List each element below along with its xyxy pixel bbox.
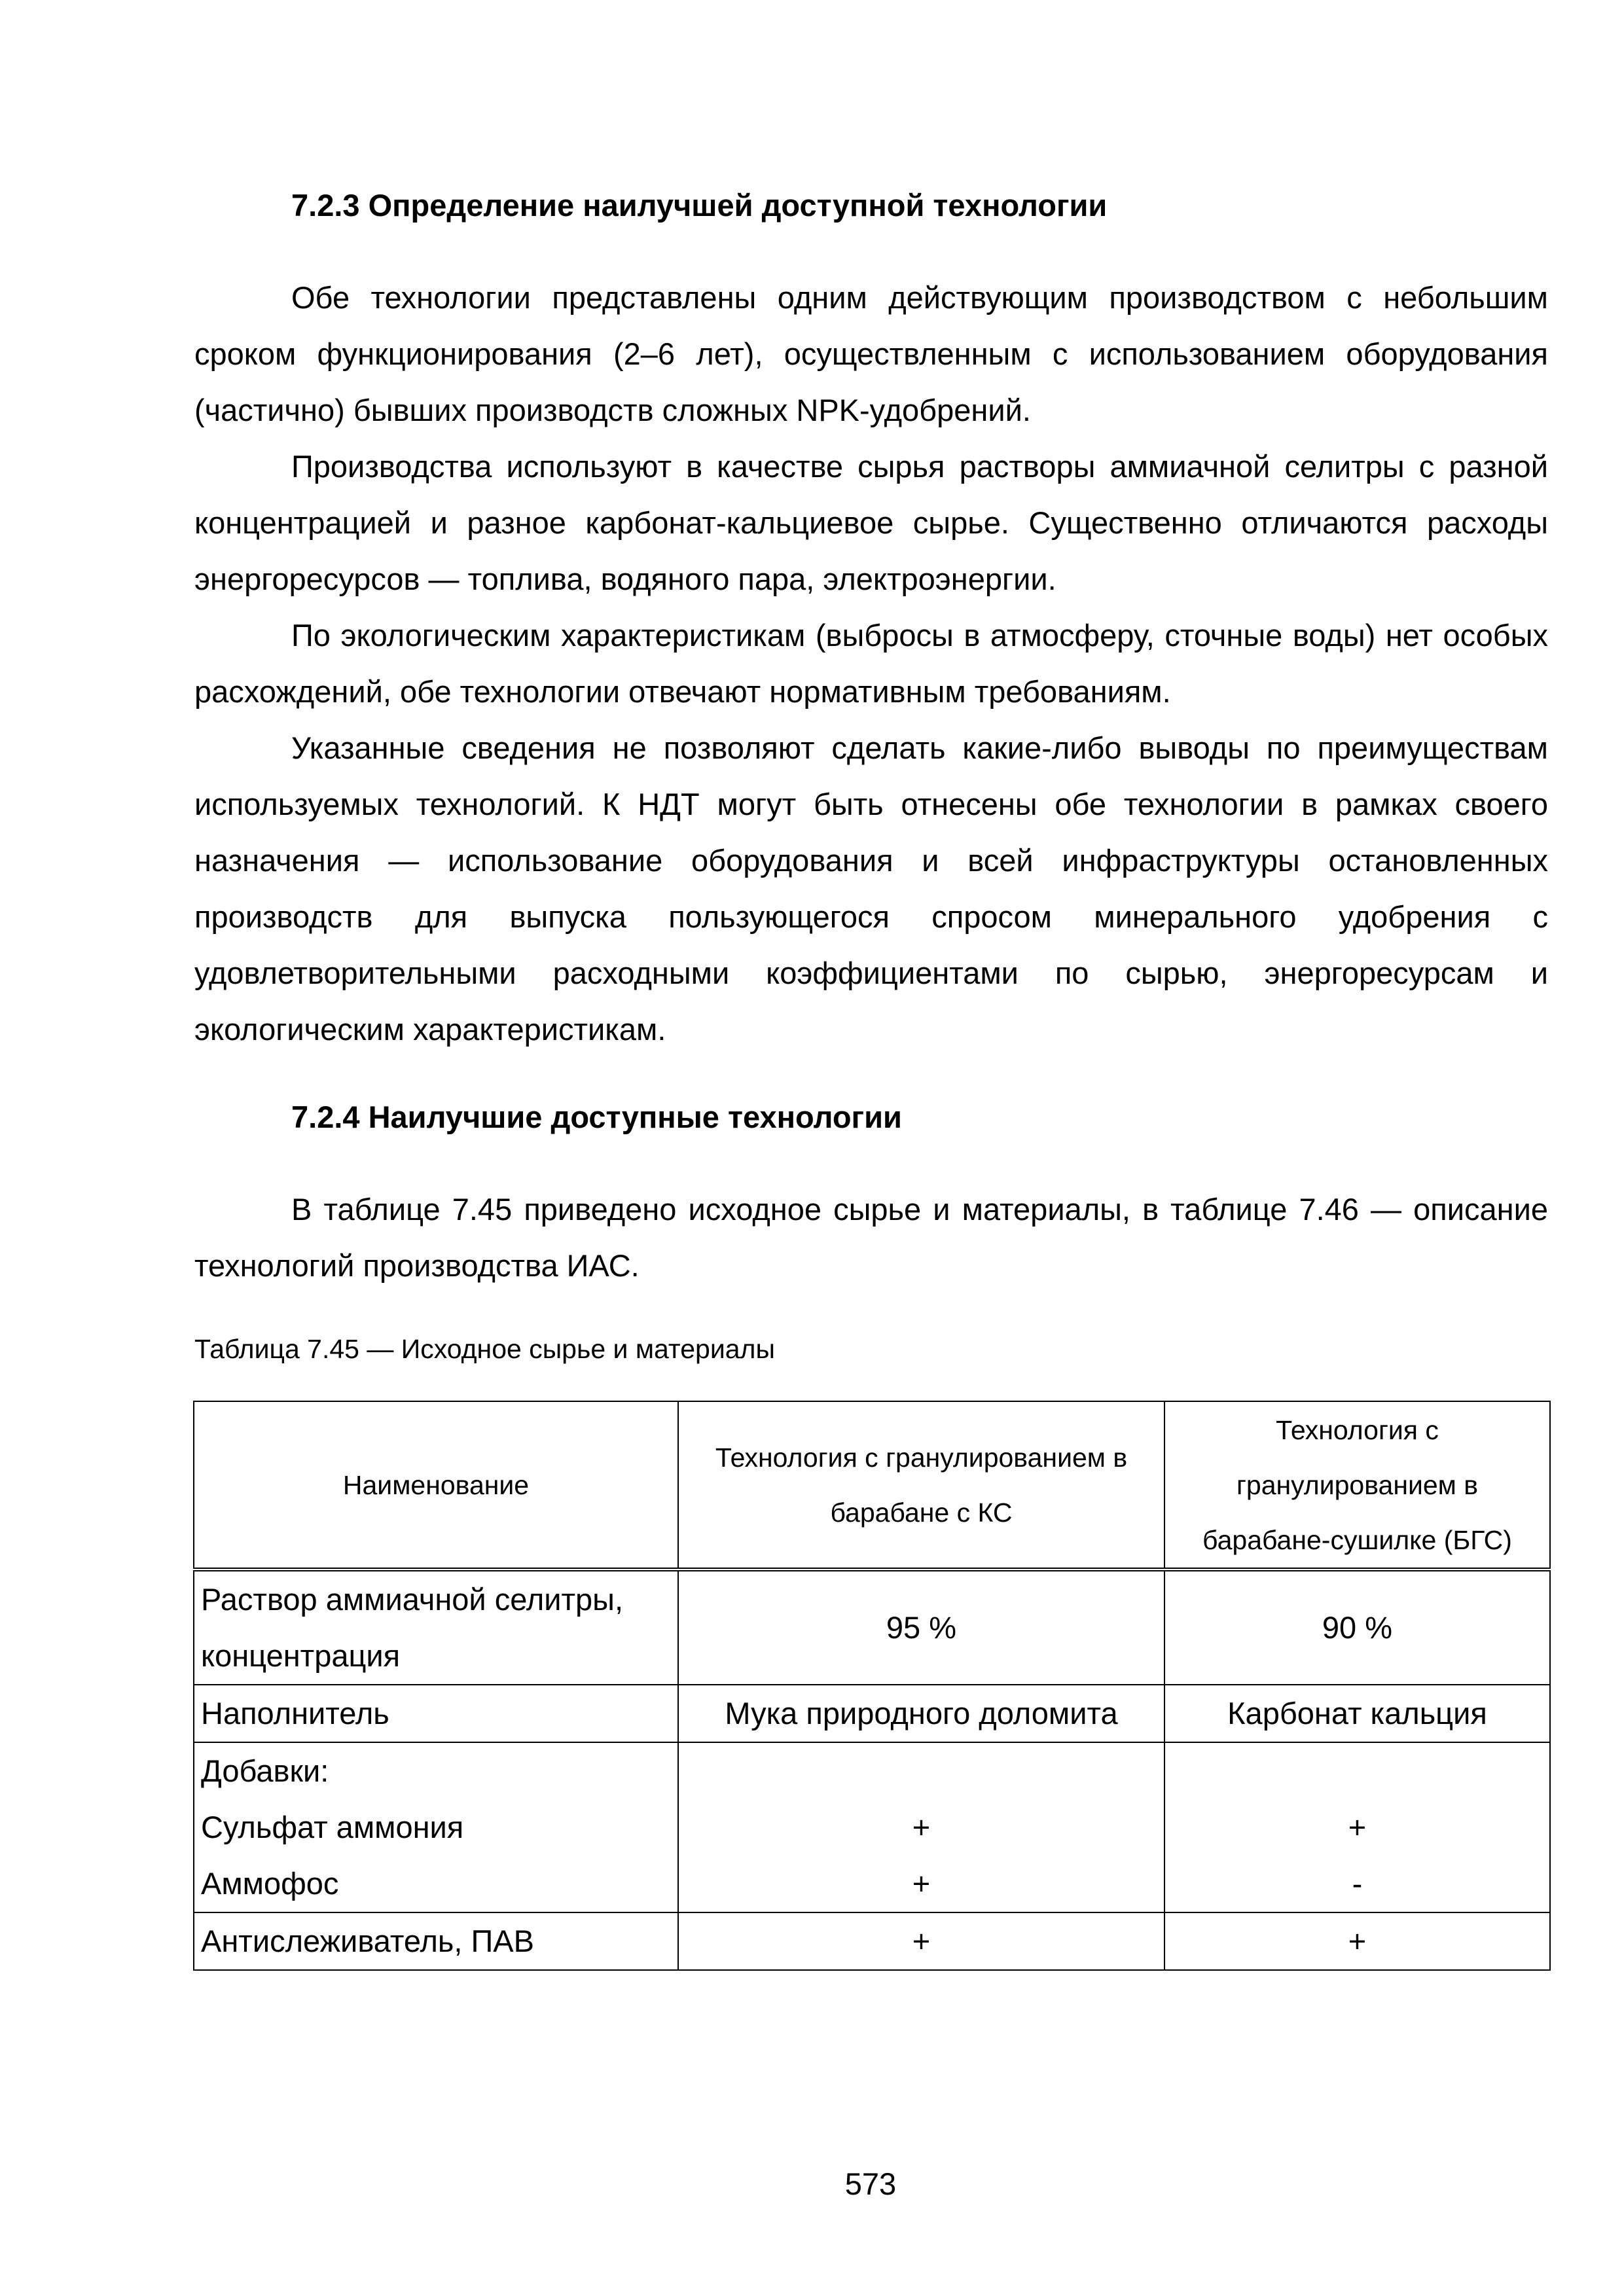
section-heading-7-2-4: 7.2.4 Наилучшие доступные технологии [291,1100,902,1134]
row-ks-value: + [678,1912,1164,1970]
row-ks-value: Мука природного доломита [678,1685,1164,1742]
row-subitem-bgs: - [1352,1866,1363,1901]
row-subitem-name: Аммофос [201,1866,339,1901]
section-body-7-2-3 [194,270,1548,1058]
paragraph: В таблице 7.45 приведено исходное сырье и материалы, в таблице 7.46 — описание технологий производства ИАС. [194,1192,1548,1283]
row-subitem-name: Сульфат аммония [201,1810,464,1844]
paragraph: Указанные сведения не позволяют сделать какие-либо выводы по преимуществам используемых технологий. К НДТ могут быть отнесены обе технологии в рамках своего назначения — использование оборудования и всей инфраструктуры остановленных производств для выпуска пользующегося спросом минерального удобрения с удовлетворительными расходными коэффициентами по сырью, энергоресурсам и экологическим характеристикам. [194,730,1548,1047]
table-header-row [194,1401,1550,1570]
row-subitem-ks: + [912,1866,931,1901]
row-group-label: Добавки: [201,1753,329,1788]
spacer [685,1743,1157,1799]
paragraph: По экологическим характеристикам (выбросы в атмосферу, сточные воды) нет особых расхождений, обе технологии отвечают нормативным требованиям. [194,618,1548,709]
table-row [194,1912,1550,1970]
row-name: Антислеживатель, ПАВ [194,1912,678,1970]
row-name: Наполнитель [194,1685,678,1742]
raw-materials-table [193,1401,1551,1971]
row-bgs-value: 90 % [1164,1570,1550,1685]
row-ks-value: 95 % [678,1570,1164,1685]
header-bgs-technology: Технология с гранулированием в барабане-сушилке (БГС) [1164,1401,1550,1570]
paragraph: Производства используют в качестве сырья растворы аммиачной селитры с разной концентрацией и разное карбонат-кальциевое сырье. Существенно отличаются расходы энергоресурсов — топлива, водяного пара, электроэнергии. [194,449,1548,596]
section-body-7-2-4 [194,1181,1548,1294]
header-ks-technology: Технология с гранулированием в барабане с КС [678,1401,1164,1570]
paragraph: Обе технологии представлены одним действующим производством с небольшим сроком функционирования (2–6 лет), осуществленным с использованием оборудования (частично) бывших производств сложных NPK-удобрений. [194,280,1548,427]
header-name: Наименование [194,1401,678,1570]
table-caption: Таблица 7.45 — Исходное сырье и материалы [194,1334,775,1364]
row-name: Раствор аммиачной селитры, концентрация [194,1570,678,1685]
table-row [194,1570,1550,1685]
section-heading-7-2-3: 7.2.3 Определение наилучшей доступной технологии [291,188,1108,223]
table-row [194,1742,1550,1912]
page-number: 573 [844,2166,897,2201]
row-bgs-value: Карбонат кальция [1164,1685,1550,1742]
spacer [1172,1743,1543,1799]
row-bgs-values [1164,1742,1550,1912]
row-subitem-ks: + [912,1810,931,1844]
table-row [194,1685,1550,1742]
row-ks-values [678,1742,1164,1912]
row-subitem-bgs: + [1348,1810,1367,1844]
row-name-group [194,1742,678,1912]
row-bgs-value: + [1164,1912,1550,1970]
